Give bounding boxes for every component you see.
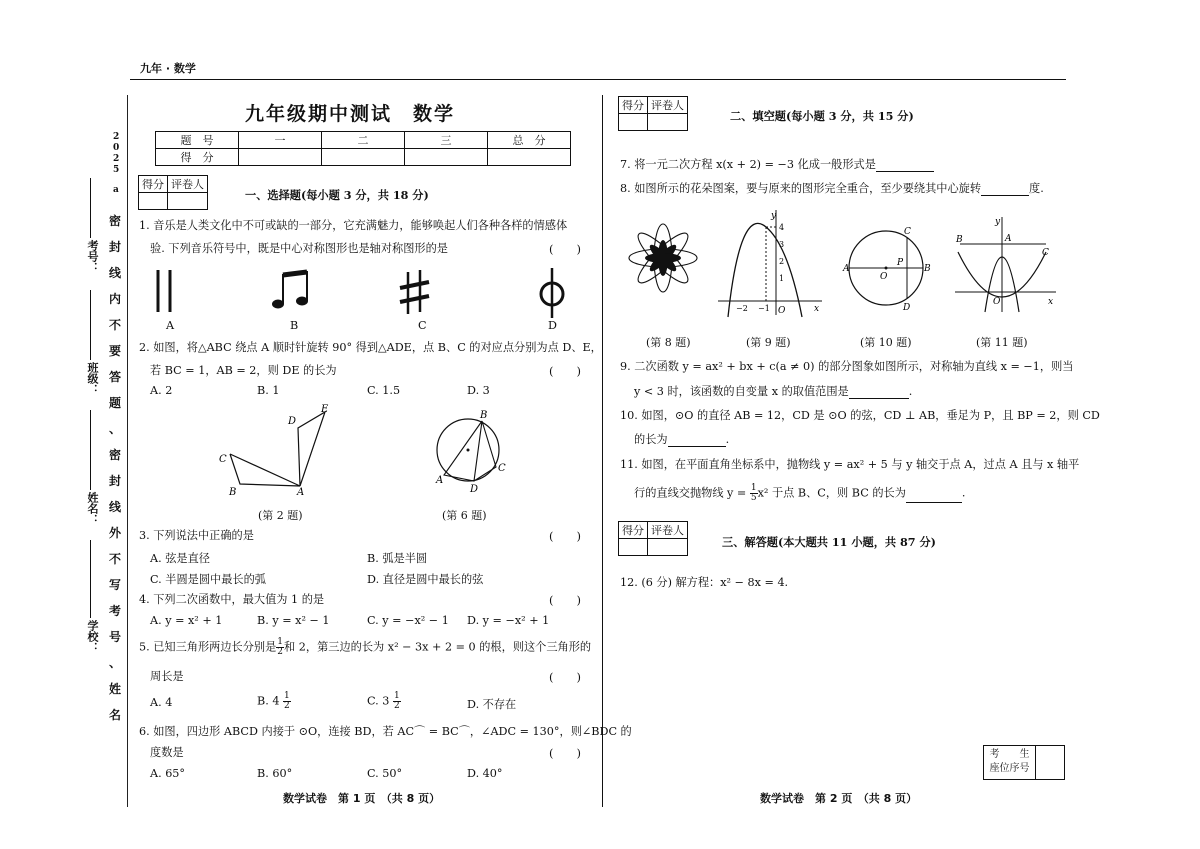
svg-text:y: y	[995, 217, 1001, 227]
seal-char: 、	[109, 422, 122, 436]
q2-option-c[interactable]: C. 1.5	[367, 384, 401, 397]
q3-answer-paren[interactable]: ( )	[549, 529, 581, 543]
spine-a: a	[113, 185, 119, 195]
score-table: 题 号 一 二 三 总 分 得 分	[155, 131, 571, 166]
seal-char: 封	[109, 474, 122, 488]
q6-line1: 6. 如图，四边形 ABCD 内接于 ⊙O，连接 BD，若 AC⌒ = BC⌒，∠ADC = 130°，则∠BDC 的	[139, 725, 632, 738]
q4-option-b[interactable]: B. y = x² − 1	[257, 614, 330, 627]
seal-char: 考	[109, 604, 122, 618]
q2-option-d[interactable]: D. 3	[467, 384, 490, 397]
q5-option-a[interactable]: A. 4	[150, 696, 173, 709]
fig2-label-d: D	[288, 416, 297, 427]
seal-line-text	[109, 212, 121, 732]
q11-answer-blank[interactable]	[906, 502, 962, 503]
footer-page-1: 数学试卷 第 1 页 （共 8 页）	[283, 792, 441, 805]
figure-q9-parabola	[718, 205, 824, 320]
q1-line1: 1. 音乐是人类文化中不可或缺的一部分，它充满魅力，能够唤起人们各种各样的情感体	[139, 219, 568, 232]
seal-char: 不	[109, 318, 122, 332]
fig6-label-a: A	[436, 475, 444, 486]
section-1-title: 一、选择题(每小题 3 分，共 18 分)	[245, 188, 429, 202]
q4-option-a[interactable]: A. y = x² + 1	[150, 614, 223, 627]
svg-text:D: D	[903, 303, 911, 312]
q4-option-c[interactable]: C. y = −x² − 1	[367, 614, 449, 627]
seal-char: 密	[109, 448, 122, 462]
q2-option-a[interactable]: A. 2	[150, 384, 173, 397]
field-name-line[interactable]	[90, 540, 91, 618]
q4-answer-paren[interactable]: ( )	[549, 593, 581, 607]
header-subject: 九年 · 数学	[140, 62, 196, 75]
eighth-notes-icon	[272, 271, 308, 309]
fig6-caption: (第 6 题)	[442, 509, 487, 522]
q1-label-c: C	[418, 319, 427, 332]
seal-char: 内	[109, 292, 122, 306]
figure-q10-circle	[840, 218, 940, 312]
svg-text:C: C	[1042, 248, 1049, 258]
svg-text:y: y	[771, 211, 777, 221]
q6-option-a[interactable]: A. 65°	[150, 767, 186, 780]
q3-option-c[interactable]: C. 半圆是圆中最长的弧	[150, 573, 266, 586]
q9-answer-blank[interactable]	[849, 398, 909, 399]
q1-label-a: A	[166, 319, 175, 332]
footer-page-2: 数学试卷 第 2 页 （共 8 页）	[760, 792, 918, 805]
q7-text: 7. 将一元二次方程 x(x + 2) = −3 化成一般形式是	[620, 158, 934, 172]
q3-option-d[interactable]: D. 直径是圆中最长的弦	[367, 573, 484, 586]
seal-char: 、	[109, 656, 122, 670]
q2-option-b[interactable]: B. 1	[257, 384, 280, 397]
q2-line1: 2. 如图，将△ABC 绕点 A 顺时针旋转 90° 得到△ADE，点 B、C 的对应点分别为点 D、E，	[139, 341, 602, 354]
q6-option-d[interactable]: D. 40°	[467, 767, 503, 780]
binding-rule	[127, 95, 128, 807]
figure-q2	[215, 400, 345, 498]
q3-option-a[interactable]: A. 弦是直径	[150, 552, 210, 565]
seal-char: 姓	[109, 682, 122, 696]
svg-text:x: x	[814, 304, 820, 314]
sharp-sign-icon	[400, 270, 429, 314]
fig2-label-b: B	[229, 487, 237, 498]
q12-text: 12. (6 分) 解方程：x² − 8x = 4.	[620, 576, 789, 589]
q5-option-d[interactable]: D. 不存在	[467, 698, 517, 711]
svg-text:P: P	[897, 258, 904, 268]
field-class-label: 班级：	[86, 362, 99, 395]
fig6-label-b: B	[480, 410, 488, 421]
q6-option-b[interactable]: B. 60°	[257, 767, 293, 780]
q10-answer-blank[interactable]	[668, 446, 726, 447]
q6-option-c[interactable]: C. 50°	[367, 767, 403, 780]
q5-line1: 5. 已知三角形两边长分别是 $\frac{1}{2}$ 和 2，第三边的长为 x² − 3x + 2 = 0 的根，则这个三角形的	[139, 637, 592, 657]
fig6-label-c: C	[498, 463, 506, 474]
grader-box-2: 得分 评卷人	[618, 96, 688, 131]
q2-line2: 若 BC = 1，AB = 2，则 DE 的长为	[150, 364, 337, 377]
svg-text:O: O	[993, 297, 1001, 307]
field-name-label: 姓名：	[86, 492, 99, 525]
q2-answer-paren[interactable]: ( )	[549, 364, 581, 378]
score-cell-total[interactable]	[488, 149, 571, 166]
score-cell-2[interactable]	[322, 149, 405, 166]
svg-text:A: A	[1005, 234, 1012, 244]
top-rule	[130, 79, 1066, 80]
svg-text:−2: −2	[736, 304, 748, 313]
svg-text:A: A	[843, 264, 850, 274]
q3-option-b[interactable]: B. 弧是半圆	[367, 552, 428, 565]
q1-music-symbols	[140, 262, 590, 320]
fig10-caption: (第 10 题)	[860, 336, 912, 349]
seal-char: 要	[109, 344, 122, 358]
q9-line1: 9. 二次函数 y = ax² + bx + c(a ≠ 0) 的部分图象如图所示，对称轴为直线 x = −1，则当	[620, 360, 1074, 373]
q5-fraction-half: $\frac{1}{2}$	[277, 637, 284, 657]
svg-text:2: 2	[779, 257, 785, 266]
svg-text:x: x	[1048, 297, 1054, 307]
grader-box-3: 得分 评卷人	[618, 521, 688, 556]
svg-text:3: 3	[779, 240, 785, 249]
q10-line2: 的长为 .	[634, 433, 730, 446]
fig2-label-a: A	[297, 487, 305, 498]
q4-line1: 4. 下列二次函数中，最大值为 1 的是	[139, 593, 325, 606]
grader-box-1: 得分 评卷人	[138, 175, 208, 210]
q1-answer-paren[interactable]: ( )	[549, 242, 581, 256]
q7-answer-blank[interactable]	[876, 171, 934, 172]
svg-text:B: B	[924, 264, 931, 274]
field-school-label: 学校：	[86, 620, 99, 653]
figure-q11-parabolas	[950, 212, 1060, 316]
q1-label-d: D	[548, 319, 557, 332]
fig8-caption: (第 8 题)	[646, 336, 691, 349]
figure-q6	[430, 405, 510, 493]
field-exam-number-line[interactable]	[90, 178, 91, 238]
svg-text:−1: −1	[758, 304, 770, 313]
q11-fraction: $\frac{1}{5}$	[750, 483, 757, 503]
q10-line1: 10. 如图，⊙O 的直径 AB = 12，CD 是 ⊙O 的弦，CD ⊥ AB，垂足为 P，且 BP = 2，则 CD	[620, 409, 1100, 422]
double-barline-icon	[158, 270, 170, 312]
q6-line2: 度数是	[150, 746, 184, 759]
q5-option-c[interactable]: C. 3 $\frac{1}{2}$	[367, 691, 400, 711]
fig2-caption: (第 2 题)	[258, 509, 303, 522]
seal-char: 写	[109, 578, 122, 592]
page-title: 九年级期中测试 数学	[245, 103, 456, 125]
q4-option-d[interactable]: D. y = −x² + 1	[467, 614, 550, 627]
svg-text:O: O	[880, 272, 888, 282]
section-2-title: 二、填空题(每小题 3 分，共 15 分)	[730, 109, 914, 123]
q5-answer-paren[interactable]: ( )	[549, 670, 581, 684]
q3-line1: 3. 下列说法中正确的是	[139, 529, 254, 542]
q1-label-b: B	[290, 319, 299, 332]
field-exam-number-label: 考号：	[86, 240, 99, 273]
seal-char: 答	[109, 370, 122, 384]
seal-char: 密	[109, 214, 122, 228]
fig2-label-c: C	[219, 454, 227, 465]
fig2-label-e: E	[321, 404, 329, 415]
section-3-title: 三、解答题(本大题共 11 小题，共 87 分)	[722, 535, 936, 549]
seal-char: 名	[109, 708, 122, 722]
seat-number-input[interactable]	[1037, 746, 1064, 779]
seal-char: 线	[109, 500, 122, 514]
fig6-label-d: D	[470, 484, 479, 493]
q6-answer-paren[interactable]: ( )	[549, 746, 581, 760]
svg-text:1: 1	[779, 274, 785, 283]
seal-char: 号	[109, 630, 122, 644]
seat-number-box: 考 生 座位序号	[983, 745, 1065, 780]
field-class-line[interactable]	[90, 410, 91, 490]
fig11-caption: (第 11 题)	[976, 336, 1028, 349]
svg-text:4: 4	[779, 223, 785, 232]
seal-char: 线	[109, 266, 122, 280]
fig9-caption: (第 9 题)	[746, 336, 791, 349]
figure-q8-flower	[623, 218, 703, 298]
q5-option-b[interactable]: B. 4 $\frac{1}{2}$	[257, 691, 290, 711]
svg-text:C: C	[904, 227, 911, 237]
q8-text: 8. 如图所示的花朵图案，要与原来的图形完全重合，至少要绕其中心旋转 度.	[620, 182, 1044, 195]
q8-answer-blank[interactable]	[981, 195, 1029, 196]
score-cell-3[interactable]	[405, 149, 488, 166]
seal-char: 题	[109, 396, 122, 410]
clef-symbol-icon	[541, 268, 563, 318]
seal-char: 不	[109, 552, 122, 566]
q9-line2: y < 3 时，该函数的自变量 x 的取值范围是 .	[634, 385, 913, 398]
q5-line2: 周长是	[150, 670, 184, 683]
q1-line2: 验. 下列音乐符号中，既是中心对称图形也是轴对称图形的是	[150, 242, 448, 255]
field-exam-number-line-2[interactable]	[90, 290, 91, 360]
spine-year: 2 0 2 5	[113, 132, 120, 175]
seal-char: 外	[109, 526, 122, 540]
q11-line2: 行的直线交抛物线 y = $\frac{1}{5}$ x² 于点 B、C，则 BC 的长为 .	[634, 483, 966, 503]
q11-line1: 11. 如图，在平面直角坐标系中，抛物线 y = ax² + 5 与 y 轴交于点 A，过点 A 且与 x 轴平	[620, 458, 1080, 471]
seal-char: 封	[109, 240, 122, 254]
svg-text:B: B	[956, 235, 963, 245]
svg-text:O: O	[778, 306, 786, 316]
column-divider	[602, 95, 603, 807]
score-cell-1[interactable]	[239, 149, 322, 166]
